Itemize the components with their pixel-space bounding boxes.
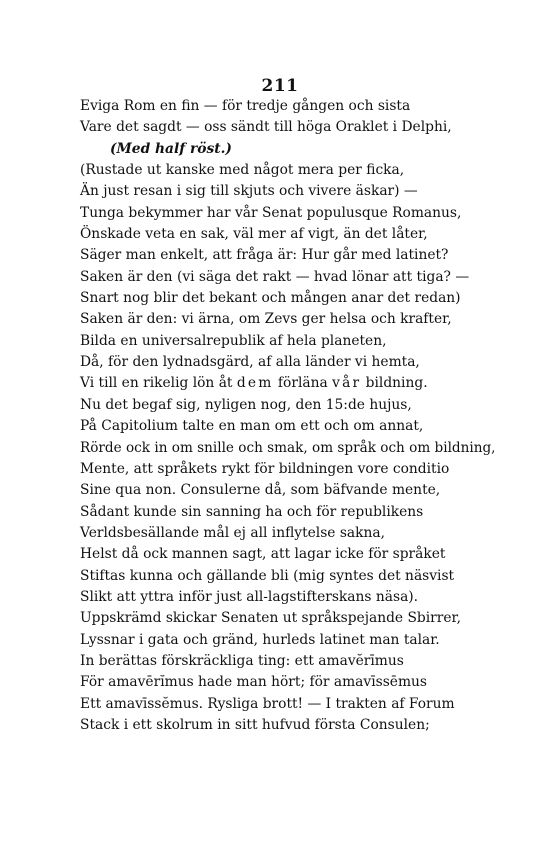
verse-line: Lyssnar i gata och gränd, hurleds latinet man talar. — [80, 631, 440, 648]
verse-line-spaced — [80, 373, 500, 394]
verse-line: Saken är den: vi ärna, om Zevs ger helsa och krafter, — [80, 311, 452, 328]
stage-direction: (Med half röst.) — [110, 140, 232, 157]
emphasized-word: dem — [236, 375, 274, 392]
verse-line: Uppskrämd skickar Senaten ut språkspejande Sbirrer, — [80, 610, 461, 627]
verse-segment: förläna — [273, 375, 333, 392]
verse-line: Saken är den (vi säga det rakt — hvad lönar att tiga? — — [80, 268, 470, 285]
verse-segment: bildning. — [361, 375, 428, 392]
emphasized-word: vår — [332, 375, 362, 392]
verse-line: Vare det sagdt — oss sändt till höga Oraklet i Delphi, — [80, 119, 452, 136]
verse-line: Tunga bekymmer har vår Senat populusque Romanus, — [80, 204, 462, 221]
verse-line: Bilda en universalrepublik af hela planeten, — [80, 332, 387, 349]
verse-line: (Rustade ut kanske med något mera per ficka, — [80, 162, 405, 179]
verse-line: Sine qua non. Consulerne då, som bäfvande mente, — [80, 482, 441, 499]
verse-line: Verldsbesällande mål ej all inflytelse sakna, — [80, 524, 385, 541]
verse-line: Säger man enkelt, att fråga är: Hur går med latinet? — [80, 247, 449, 264]
verse-line: Ett amavīssĕmus. Rysliga brott! — I trakten af Forum — [80, 695, 455, 712]
verse-line: Eviga Rom en fin — för tredje gången och sista — [80, 98, 411, 114]
verse-line: Önskade veta en sak, väl mer af vigt, än det låter, — [80, 226, 428, 243]
verse-line: Nu det begaf sig, nyligen nog, den 15:de hujus, — [80, 396, 412, 413]
verse-line: Stack i ett skolrum in sitt hufvud första Consulen; — [80, 716, 430, 733]
verse-line: Sådant kunde sin sanning ha och för republikens — [80, 503, 424, 520]
verse-line: In berättas förskräckliga ting: ett amavĕrīmus — [80, 652, 404, 669]
verse-line: Slikt att yttra inför just all-lagstifterskans näsa). — [80, 588, 419, 605]
verse-line: Stiftas kunna och gällande bli (mig syntes det näsvist — [80, 567, 455, 584]
verse-line: Rörde ock in om snille och smak, om språk och om bildning, — [80, 439, 496, 456]
poem-text — [80, 96, 500, 736]
verse-line: Snart nog blir det bekant och mången anar det redan) — [80, 290, 461, 307]
verse-line: För amavērĭmus hade man hört; för amavīssēmus — [80, 674, 427, 691]
verse-line: Mente, att språkets rykt för bildningen vore conditio — [80, 460, 450, 477]
verse-line: Än just resan i sig till skjuts och vivere äskar) — — [80, 183, 418, 200]
verse-line: Helst då ock mannen sagt, att lagar icke för språket — [80, 546, 446, 563]
verse-line: Då, för den lydnadsgärd, af alla länder vi hemta, — [80, 354, 420, 371]
verse-segment: Vi till en rikelig lön åt — [80, 375, 237, 392]
verse-line: På Capitolium talte en man om ett och om annat, — [80, 418, 424, 435]
page-number: 211 — [261, 76, 299, 96]
